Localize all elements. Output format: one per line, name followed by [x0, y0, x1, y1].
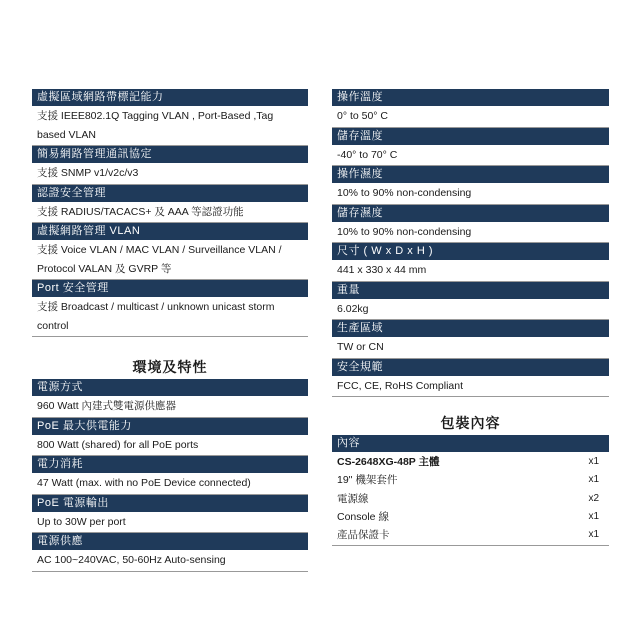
package-list	[332, 452, 609, 546]
env-value: 960 Watt 內建式雙電源供應器	[32, 396, 308, 418]
left-column	[32, 89, 308, 572]
package-header: 內容	[332, 435, 609, 452]
feature-value: 支援 RADIUS/TACACS+ 及 AAA 等認證功能	[32, 202, 308, 224]
spec-value: FCC, CE, RoHS Compliant	[332, 376, 609, 398]
package-item-qty: x1	[588, 510, 599, 522]
features-section	[32, 89, 308, 337]
env-header: 電源供應	[32, 533, 308, 550]
spec-value: 10% to 90% non-condensing	[332, 222, 609, 244]
spec-header: 操作溫度	[332, 89, 609, 106]
env-value: 47 Watt (max. with no PoE Device connected)	[32, 473, 308, 495]
spec-header: 生產區域	[332, 320, 609, 337]
spec-value: 6.02kg	[332, 299, 609, 321]
spec-value: 10% to 90% non-condensing	[332, 183, 609, 205]
env-header: 電源方式	[32, 379, 308, 396]
feature-value: 支援 SNMP v1/v2c/v3	[32, 163, 308, 185]
env-header: PoE 最大供電能力	[32, 418, 308, 435]
feature-header: 認證安全管理	[32, 185, 308, 202]
env-header: 電力消耗	[32, 456, 308, 473]
package-item	[332, 526, 609, 544]
specs-section	[332, 89, 609, 397]
feature-header: 虛擬區域網路帶標記能力	[32, 89, 308, 106]
package-item-qty: x1	[588, 456, 599, 467]
package-item-qty: x1	[588, 529, 599, 541]
environment-section-title: 環境及特性	[132, 360, 208, 376]
package-item-name: CS-2648XG-48P 主體	[337, 456, 440, 468]
spec-header: 重量	[332, 282, 609, 299]
package-item	[332, 490, 609, 508]
spec-header: 操作濕度	[332, 166, 609, 183]
spec-value: 0° to 50° C	[332, 106, 609, 128]
spec-value: -40° to 70° C	[332, 145, 609, 167]
package-section-title: 包裝內容	[440, 416, 501, 432]
feature-header: 簡易網路管理通訊協定	[32, 146, 308, 163]
package-item-qty: x1	[588, 474, 599, 486]
env-value: 800 Watt (shared) for all PoE ports	[32, 435, 308, 457]
spec-value: 441 x 330 x 44 mm	[332, 260, 609, 282]
spec-header: 安全規範	[332, 359, 609, 376]
environment-section	[32, 379, 308, 572]
package-item-name: 19" 機架套件	[337, 474, 398, 487]
feature-value: 支援 Voice VLAN / MAC VLAN / Surveillance VLAN / Protocol VALAN 及 GVRP 等	[32, 240, 308, 280]
spec-header: 儲存濕度	[332, 205, 609, 222]
feature-value: 支援 Broadcast / multicast / unknown unicast storm control	[32, 297, 308, 337]
feature-value: 支援 IEEE802.1Q Tagging VLAN , Port-Based ,Tag based VLAN	[32, 106, 308, 146]
package-item-qty: x2	[588, 492, 599, 504]
spec-header: 儲存溫度	[332, 128, 609, 145]
right-column	[332, 89, 609, 546]
env-value: Up to 30W per port	[32, 512, 308, 534]
package-item-name: Console 線	[337, 510, 389, 523]
spec-value: TW or CN	[332, 337, 609, 359]
package-item	[332, 453, 609, 471]
spec-header: 尺寸 ( W x D x H )	[332, 243, 609, 260]
feature-header: Port 安全管理	[32, 280, 308, 297]
package-item	[332, 508, 609, 526]
package-item	[332, 471, 609, 489]
package-item-name: 產品保證卡	[337, 529, 390, 542]
env-header: PoE 電源輸出	[32, 495, 308, 512]
env-value: AC 100~240VAC, 50-60Hz Auto-sensing	[32, 550, 308, 572]
feature-header: 虛擬網路管理 VLAN	[32, 223, 308, 240]
package-item-name: 電源線	[337, 492, 369, 505]
